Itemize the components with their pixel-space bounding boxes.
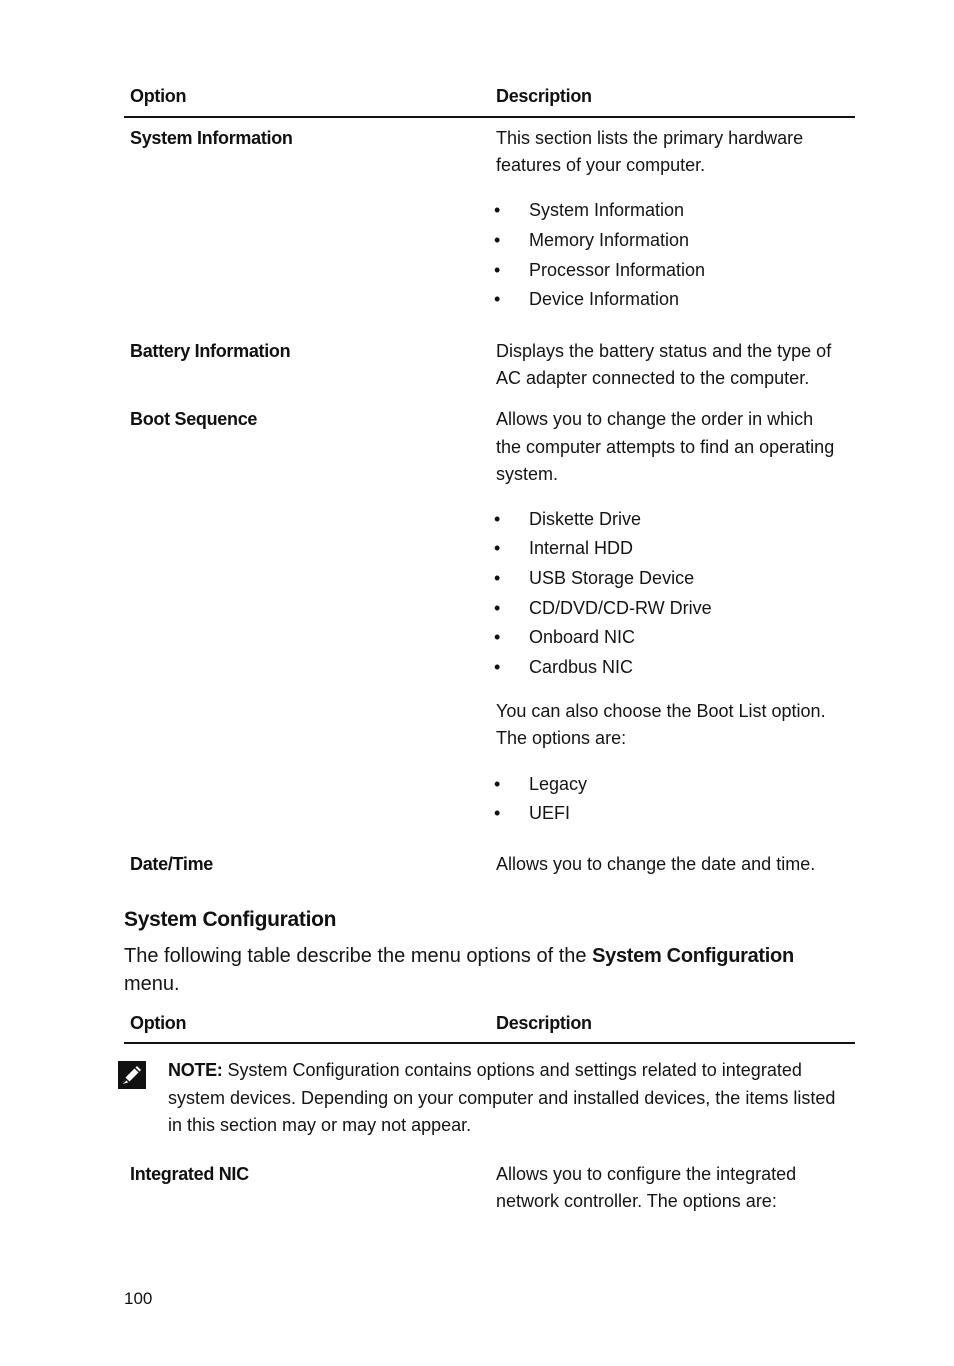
bullet-dot: • (494, 774, 501, 794)
table1-header-description: Description (496, 86, 592, 106)
intro-bold: System Configuration (592, 945, 794, 967)
description-line: This section lists the primary hardware (496, 128, 804, 148)
note-text: System Configuration contains options and settings related to integrated (222, 1060, 802, 1080)
note-line (168, 1057, 802, 1084)
list-item: Device Information (529, 289, 680, 309)
list-item: Onboard NIC (529, 627, 636, 647)
option-battery-information: Battery Information (130, 341, 291, 361)
table2-header-description: Description (496, 1013, 592, 1033)
list-item: USB Storage Device (529, 568, 695, 588)
description-line: AC adapter connected to the computer. (496, 368, 810, 388)
table2-header-option: Option (130, 1013, 187, 1033)
pencil-note-icon (118, 1061, 146, 1089)
bullet-dot: • (494, 260, 501, 280)
bullet-dot: • (494, 627, 501, 647)
list-item: Legacy (529, 774, 588, 794)
description-line: network controller. The options are: (496, 1191, 777, 1211)
note-label: NOTE: (168, 1060, 223, 1080)
description-line: Allows you to configure the integrated (496, 1164, 797, 1184)
option-system-information: System Information (130, 128, 293, 148)
list-item: Diskette Drive (529, 509, 642, 529)
note-line: system devices. Depending on your computer and installed devices, the items listed (168, 1088, 836, 1108)
intro-text: The following table describe the menu options of the (124, 945, 593, 967)
section-title: System Configuration (124, 908, 337, 931)
description-line: features of your computer. (496, 155, 706, 175)
bullet-dot: • (494, 509, 501, 529)
bullet-dot: • (494, 230, 501, 250)
bullet-dot: • (494, 538, 501, 558)
bullet-dot: • (494, 657, 501, 677)
list-item: CD/DVD/CD-RW Drive (529, 598, 712, 618)
note-line: in this section may or may not appear. (168, 1115, 472, 1135)
bullet-dot: • (494, 598, 501, 618)
bullet-dot: • (494, 289, 501, 309)
table1-header-rule (124, 116, 855, 118)
bullet-dot: • (494, 568, 501, 588)
intro-text-end: menu. (124, 973, 180, 995)
bullet-dot: • (494, 803, 501, 823)
list-item: UEFI (529, 803, 571, 823)
description-line: system. (496, 464, 559, 484)
table1-header-option: Option (130, 86, 187, 106)
description-line: You can also choose the Boot List option. (496, 701, 826, 721)
table2-header-rule (124, 1042, 855, 1044)
page-number: 100 (124, 1289, 153, 1308)
description-line: Allows you to change the order in which (496, 409, 814, 429)
description-line: Displays the battery status and the type of (496, 341, 832, 361)
section-intro (124, 942, 844, 998)
list-item: Internal HDD (529, 538, 634, 558)
option-boot-sequence: Boot Sequence (130, 409, 258, 429)
option-date-time: Date/Time (130, 854, 214, 874)
bullet-dot: • (494, 200, 501, 220)
description-line: the computer attempts to find an operating (496, 437, 835, 457)
list-item: Processor Information (529, 260, 706, 280)
list-item: Memory Information (529, 230, 690, 250)
list-item: Cardbus NIC (529, 657, 634, 677)
description-line: The options are: (496, 728, 627, 748)
option-integrated-nic: Integrated NIC (130, 1164, 249, 1184)
list-item: System Information (529, 200, 685, 220)
description-line: Allows you to change the date and time. (496, 854, 816, 874)
